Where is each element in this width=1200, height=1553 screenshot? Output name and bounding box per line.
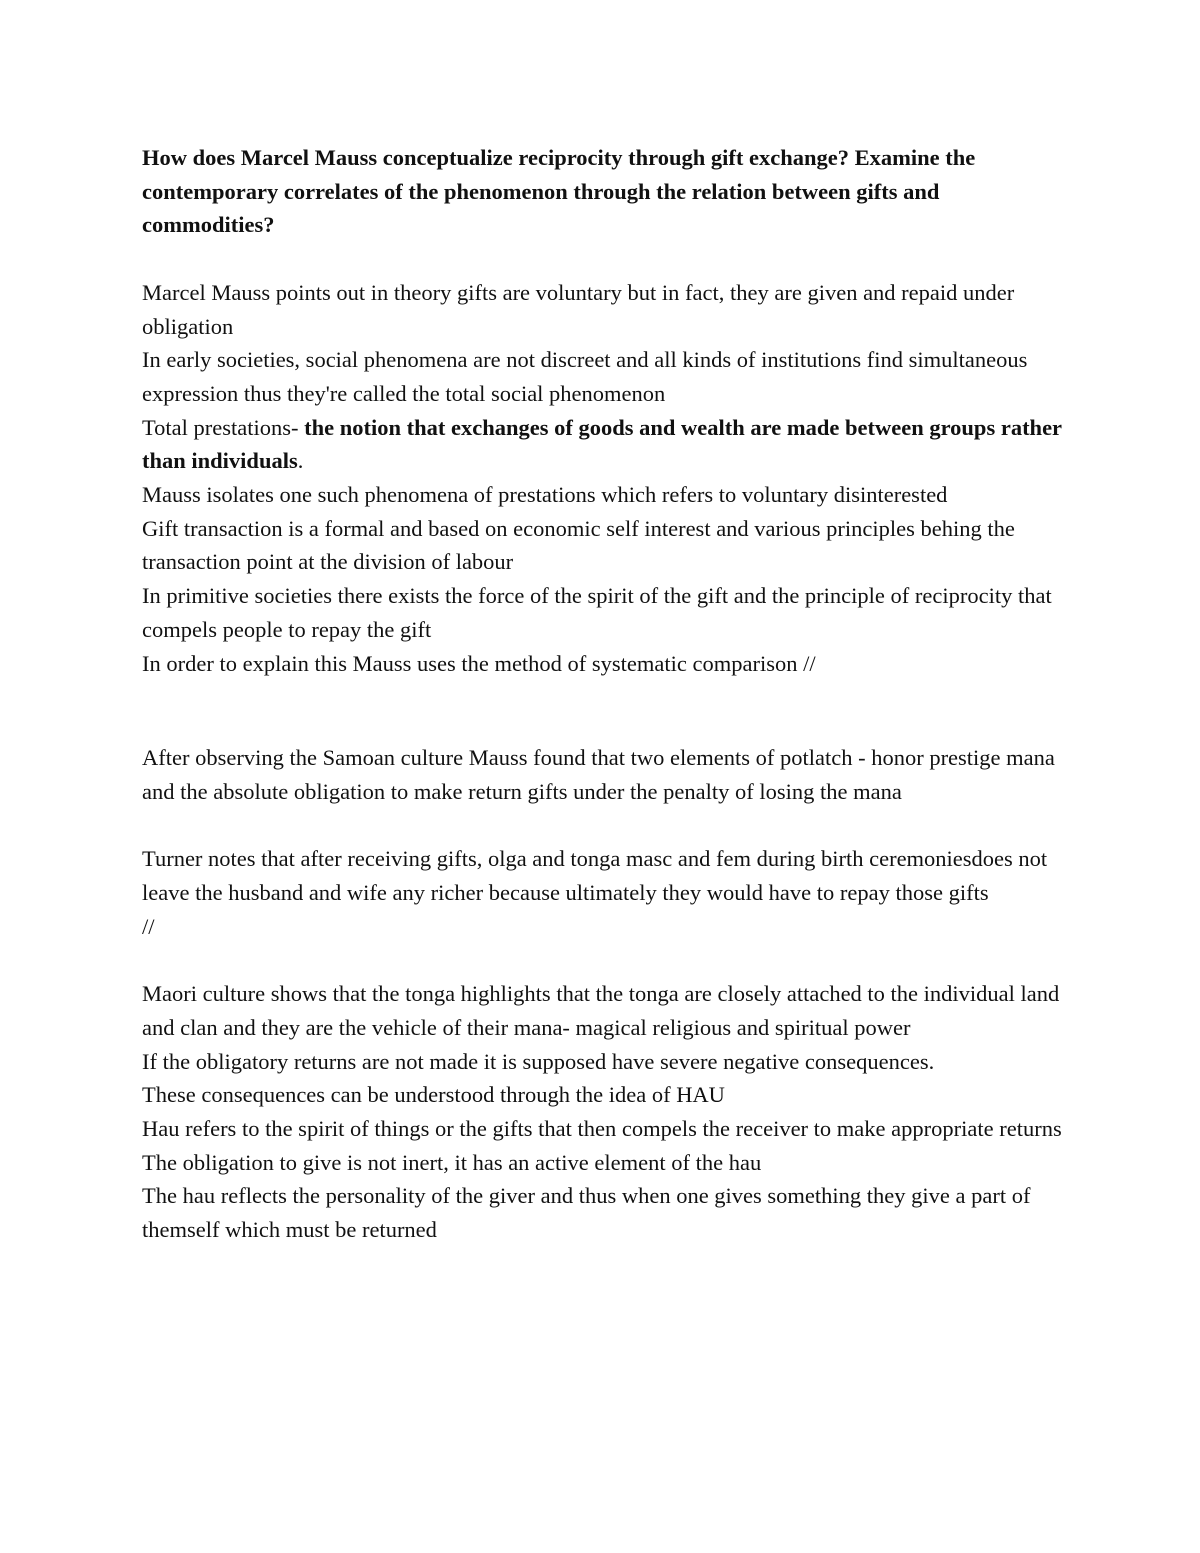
paragraph: In early societies, social phenomena are not discreet and all kinds of institutions find simultaneous expression thus they're called the total social phenomenon bbox=[142, 347, 1028, 406]
spacer bbox=[142, 809, 1067, 843]
paragraph: The hau reflects the personality of the giver and thus when one gives something they give a part of themself which must be returned bbox=[142, 1183, 1031, 1243]
spacer bbox=[142, 680, 1067, 741]
separator-mark: // bbox=[142, 913, 155, 939]
paragraph: Hau refers to the spirit of things or the gifts that then compels the receiver to make appropriate returns bbox=[142, 1115, 1062, 1141]
question-title: How does Marcel Mauss conceptualize reciprocity through gift exchange? Examine the contemporary correlates of the phenomenon through the relation between gifts and commodities? bbox=[142, 145, 976, 238]
document-body bbox=[142, 141, 1067, 1247]
paragraph: Mauss isolates one such phenomena of prestations which refers to voluntary disinterested bbox=[142, 482, 948, 508]
samoan-paragraph: After observing the Samoan culture Mauss found that two elements of potlatch - honor prestige mana and the absolute obligation to make return gifts under the penalty of losing the mana bbox=[142, 745, 1055, 804]
spacer bbox=[142, 242, 1067, 276]
paragraph: These consequences can be understood through the idea of HAU bbox=[142, 1082, 725, 1108]
prestations-end: . bbox=[297, 448, 304, 474]
paragraph: In order to explain this Mauss uses the method of systematic comparison // bbox=[142, 650, 816, 676]
prestations-definition: the notion that exchanges of goods and wealth are made between groups rather than individuals bbox=[142, 414, 1062, 474]
paragraph: The obligation to give is not inert, it has an active element of the hau bbox=[142, 1149, 762, 1175]
spacer bbox=[142, 943, 1067, 977]
paragraph: Maori culture shows that the tonga highlights that the tonga are closely attached to the individual land and clan and they are the vehicle of their mana- magical religious and spiritual power bbox=[142, 981, 1060, 1040]
prestations-label: Total prestations- bbox=[142, 414, 305, 440]
prestations-paragraph bbox=[142, 411, 1067, 478]
paragraph: If the obligatory returns are not made it is supposed have severe negative consequences. bbox=[142, 1048, 935, 1074]
paragraph: In primitive societies there exists the force of the spirit of the gift and the principle of reciprocity that compels people to repay the gift bbox=[142, 583, 1052, 642]
paragraph: Marcel Mauss points out in theory gifts are voluntary but in fact, they are given and repaid under obligation bbox=[142, 279, 1015, 339]
turner-paragraph: Turner notes that after receiving gifts, olga and tonga masc and fem during birth ceremoniesdoes not leave the husband and wife any richer because ultimately they would have to repay those gifts bbox=[142, 846, 1048, 906]
paragraph: Gift transaction is a formal and based on economic self interest and various principles behing the transaction point at the division of labour bbox=[142, 515, 1015, 575]
